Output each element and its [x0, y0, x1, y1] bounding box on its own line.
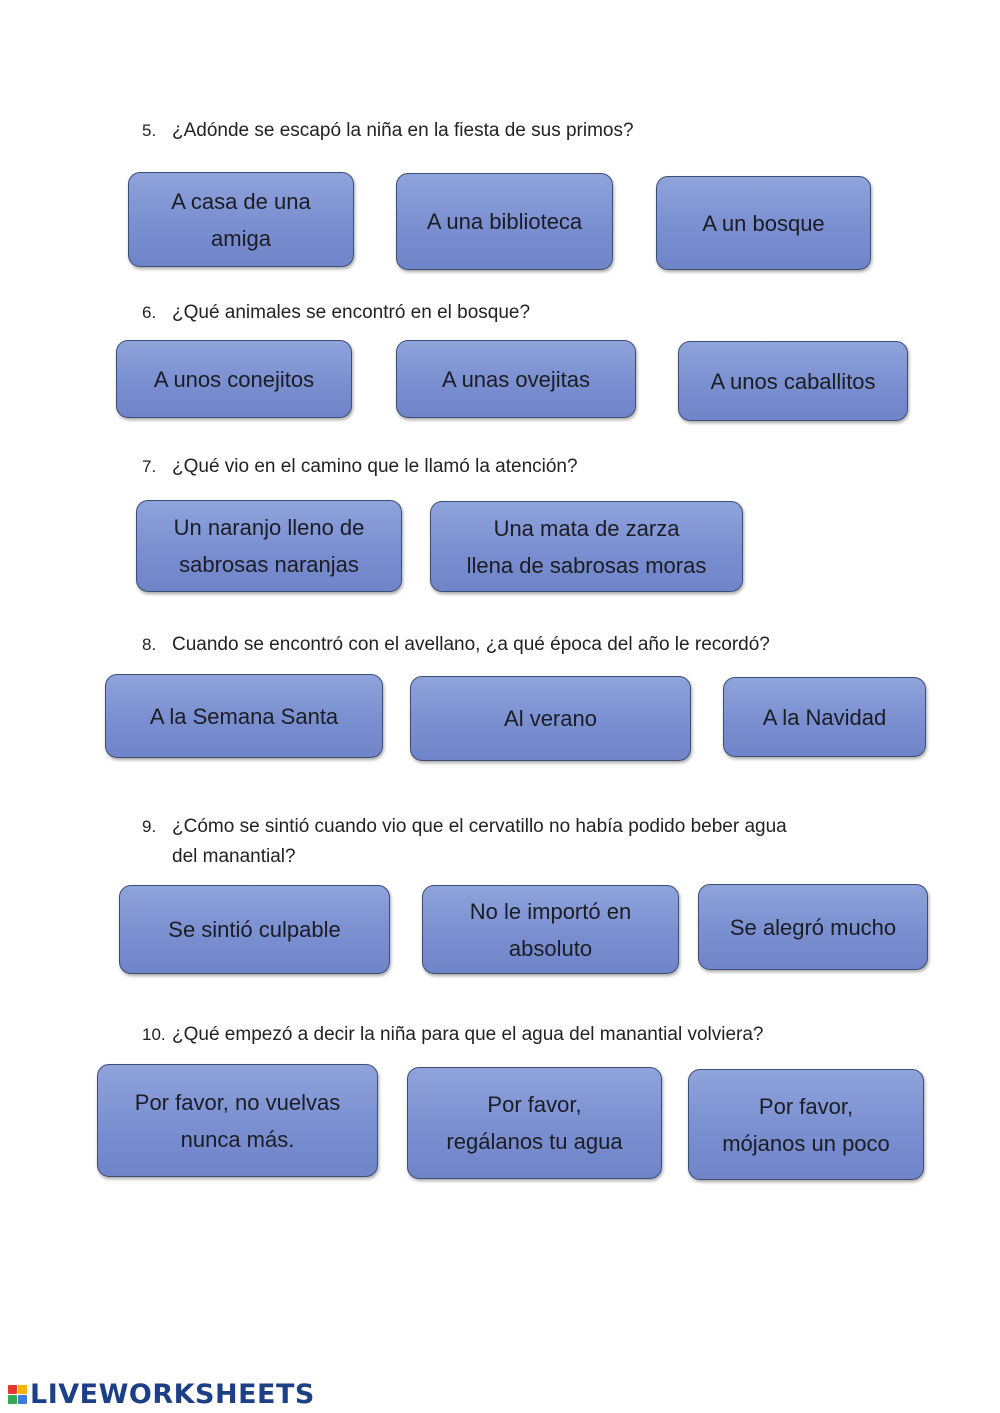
option-line: Por favor,: [758, 1093, 854, 1119]
answer-option-5c[interactable]: [656, 176, 871, 270]
answer-option-9c[interactable]: [698, 884, 928, 970]
question-text-continued: del manantial?: [172, 846, 296, 867]
option-line: A un bosque: [702, 210, 825, 236]
option-line: Se alegró mucho: [729, 914, 897, 940]
option-line: A casa de una: [171, 188, 311, 214]
question-number: 7.: [142, 457, 157, 476]
answer-option-6c[interactable]: [678, 341, 908, 421]
option-line: Por favor, no vuelvas: [134, 1089, 341, 1115]
option-line: Por favor,: [487, 1092, 582, 1117]
answer-option-7a[interactable]: [136, 500, 402, 592]
answer-option-8b[interactable]: [410, 676, 691, 761]
option-line: mójanos un poco: [722, 1130, 890, 1156]
option-line: A la Semana Santa: [149, 703, 339, 729]
question-number: 10.: [142, 1025, 166, 1044]
question-5: [142, 116, 634, 146]
option-line: A unos caballitos: [710, 368, 876, 394]
question-number: 6.: [142, 303, 157, 322]
option-line: Un naranjo lleno de: [173, 515, 365, 540]
question-number: 9.: [142, 817, 157, 836]
option-line: absoluto: [508, 935, 593, 961]
answer-option-8a[interactable]: [105, 674, 383, 758]
answer-option-10b[interactable]: [407, 1067, 662, 1179]
question-text: Cuando se encontró con el avellano, ¿a qué época del año le recordó?: [172, 634, 770, 655]
answer-option-6a[interactable]: [116, 340, 352, 418]
answer-option-9b[interactable]: [422, 885, 679, 974]
question-10: [142, 1020, 763, 1050]
question-9: [142, 812, 862, 872]
question-8: [142, 630, 770, 660]
option-line: A una biblioteca: [426, 209, 583, 234]
option-line: sabrosas naranjas: [179, 552, 359, 577]
answer-option-8c[interactable]: [723, 677, 926, 757]
option-line: A unos conejitos: [153, 366, 315, 392]
question-text: ¿Adónde se escapó la niña en la fiesta de sus primos?: [172, 120, 634, 141]
option-line: regálanos tu agua: [446, 1129, 623, 1154]
option-line: A unas ovejitas: [442, 366, 590, 392]
answer-option-5b[interactable]: [396, 173, 613, 270]
option-line: amiga: [211, 225, 271, 251]
answer-option-7b[interactable]: [430, 501, 743, 592]
logo-blocks-icon: [8, 1385, 27, 1404]
question-number: 5.: [142, 121, 157, 140]
answer-option-10c[interactable]: [688, 1069, 924, 1180]
liveworksheets-logo: [8, 1380, 315, 1408]
option-line: A la Navidad: [762, 704, 887, 730]
option-line: Se sintió culpable: [168, 917, 341, 942]
question-text: ¿Qué empezó a decir la niña para que el agua del manantial volviera?: [172, 1024, 764, 1045]
question-7: [142, 452, 578, 482]
answer-option-6b[interactable]: [396, 340, 636, 418]
question-6: [142, 298, 530, 328]
answer-option-10a[interactable]: [97, 1064, 378, 1177]
question-text: ¿Qué vio en el camino que le llamó la atención?: [172, 456, 578, 477]
option-line: llena de sabrosas moras: [466, 552, 707, 578]
option-line: Una mata de zarza: [493, 515, 680, 541]
answer-option-9a[interactable]: [119, 885, 390, 974]
option-line: No le importó en: [469, 898, 632, 924]
answer-option-5a[interactable]: [128, 172, 354, 267]
logo-text: LIVEWORKSHEETS: [30, 1378, 315, 1410]
question-text: ¿Cómo se sintió cuando vio que el cervatillo no había podido beber agua: [172, 816, 787, 837]
question-number: 8.: [142, 635, 157, 654]
option-line: Al verano: [504, 706, 597, 731]
question-text: ¿Qué animales se encontró en el bosque?: [172, 302, 531, 323]
option-line: nunca más.: [180, 1126, 295, 1152]
